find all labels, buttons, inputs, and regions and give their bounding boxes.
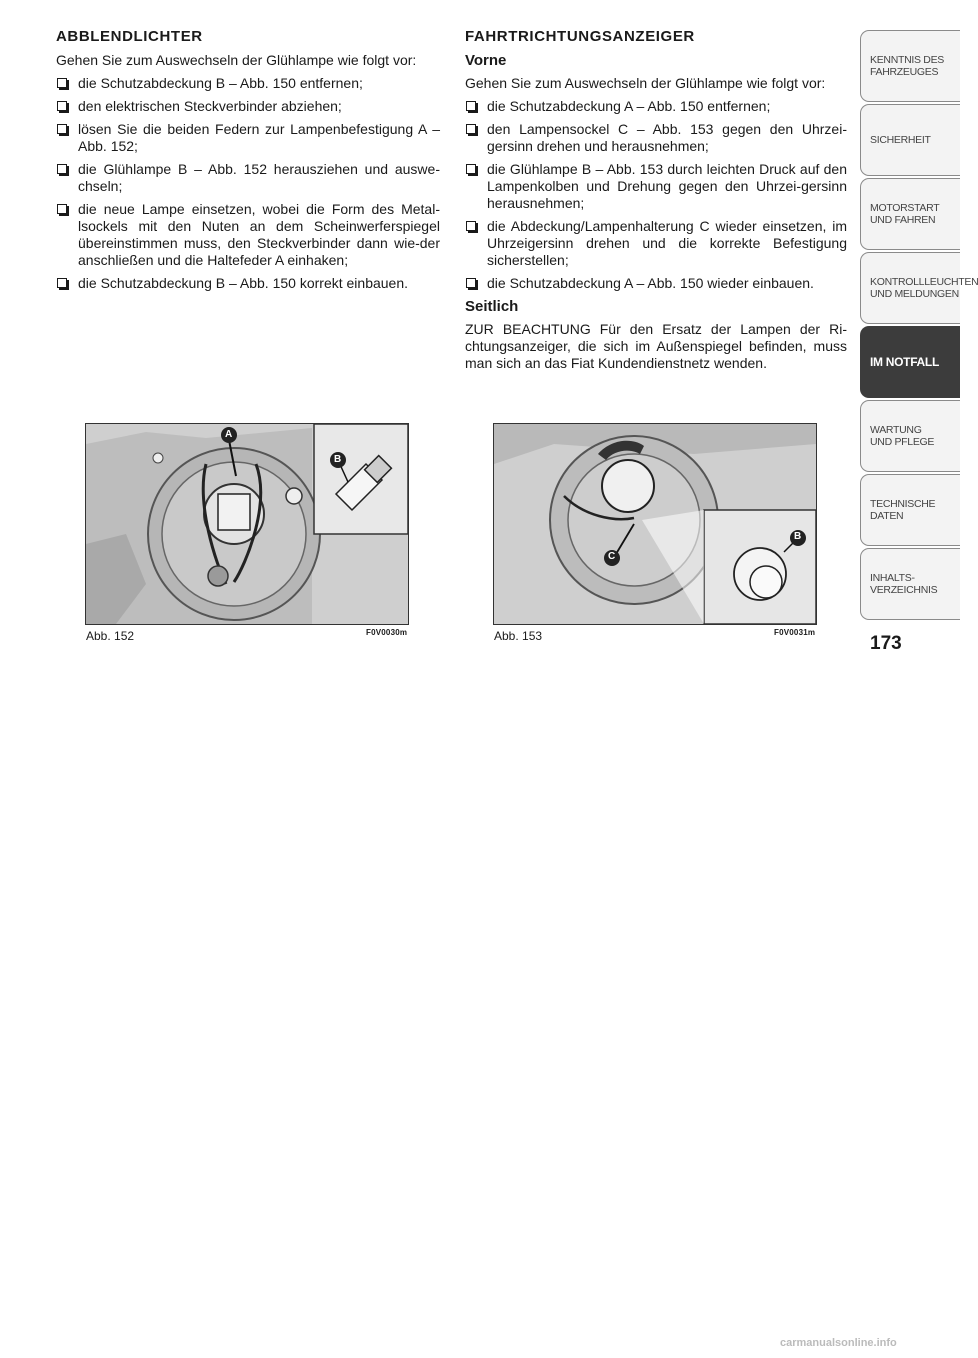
list-item: die neue Lampe einsetzen, wobei die Form des Metal-lsockels mit den Nuten an dem Scheinwerferspiegel übereinstimmen muss, den Steckverbinder dann wie-der anschließen und die Haltefeder A einhaken; [56, 201, 440, 269]
checkbox-bullet-icon [57, 278, 67, 288]
list-item: die Schutzabdeckung B – Abb. 150 korrekt einbauen. [56, 275, 440, 292]
checkbox-bullet-icon [57, 124, 67, 134]
list-item: lösen Sie die beiden Federn zur Lampenbefestigung A – Abb. 152; [56, 121, 440, 155]
checkbox-bullet-icon [57, 164, 67, 174]
checkbox-bullet-icon [466, 101, 476, 111]
figure-153-code: F0V0031m [774, 628, 816, 637]
checkbox-bullet-icon [57, 101, 67, 111]
intro-text: Gehen Sie zum Auswechseln der Glühlampe wie folgt vor: [465, 75, 826, 91]
tab-im-notfall[interactable]: IM NOTFALL [860, 326, 960, 398]
tab-inhaltsverzeichnis[interactable]: INHALTS- VERZEICHNIS [860, 548, 960, 620]
tab-motorstart-und-fahren[interactable]: MOTORSTART UND FAHREN [860, 178, 960, 250]
figure-152-caption: Abb. 152 [86, 629, 135, 643]
list-item: die Schutzabdeckung A – Abb. 150 wieder einbauen. [465, 275, 847, 292]
section-heading-abblendlichter: ABBLENDLICHTER [56, 28, 203, 45]
label-a: A [225, 429, 233, 440]
figure-152-code: F0V0030m [366, 628, 408, 637]
checkbox-bullet-icon [466, 278, 476, 288]
subheading-seitlich: Seitlich [465, 298, 519, 315]
left-column [56, 28, 440, 298]
list-item: den Lampensockel C – Abb. 153 gegen den Uhrzei-gersinn drehen und herausnehmen; [465, 121, 847, 155]
checkbox-bullet-icon [466, 124, 476, 134]
list-item: die Schutzabdeckung A – Abb. 150 entfernen; [465, 98, 847, 115]
page-number: 173 [870, 633, 902, 654]
checkbox-bullet-icon [466, 164, 476, 174]
instruction-list [465, 98, 847, 292]
section-heading-fahrtrichtungsanzeiger: FAHRTRICHTUNGSANZEIGER [465, 28, 695, 45]
tab-wartung-und-pflege[interactable]: WARTUNG UND PFLEGE [860, 400, 960, 472]
instruction-list [56, 75, 440, 292]
figure-152-illustration [85, 423, 409, 625]
label-c: C [608, 551, 616, 562]
list-item: die Glühlampe B – Abb. 153 durch leichten Druck auf den Lampenkolben und Drehung gegen den Uhrzei-gersinn herausnehmen; [465, 161, 847, 212]
figure-153-illustration [493, 423, 817, 625]
intro-text: Gehen Sie zum Auswechseln der Glühlampe wie folgt vor: [56, 52, 417, 68]
list-item: den elektrischen Steckverbinder abziehen; [56, 98, 440, 115]
tab-kontrollleuchten-und-meldungen[interactable]: KONTROLLLEUCHTEN UND MELDUNGEN [860, 252, 960, 324]
checkbox-bullet-icon [57, 78, 67, 88]
tab-kenntnis-des-fahrzeuges[interactable]: KENNTNIS DES FAHRZEUGES [860, 30, 960, 102]
list-item: die Glühlampe B – Abb. 152 herausziehen und auswe-chseln; [56, 161, 440, 195]
list-item: die Schutzabdeckung B – Abb. 150 entfernen; [56, 75, 440, 92]
label-b: B [794, 531, 802, 542]
checkbox-bullet-icon [466, 221, 476, 231]
label-b: B [334, 454, 342, 465]
list-item: die Abdeckung/Lampenhalterung C wieder einsetzen, im Uhrzeigersinn drehen und die korrekte Befestigung sicherstellen; [465, 218, 847, 269]
checkbox-bullet-icon [57, 204, 67, 214]
figure-153-caption: Abb. 153 [494, 629, 543, 643]
subheading-vorne: Vorne [465, 52, 507, 69]
right-column [465, 28, 847, 378]
tab-sicherheit[interactable]: SICHERHEIT [860, 104, 960, 176]
watermark-footer: carmanualsonline.info [780, 1337, 897, 1349]
note-text: ZUR BEACHTUNG Für den Ersatz der Lampen der Ri-chtungsanzeiger, die sich im Außenspiegel befinden, muss man sich an das Fiat Kundendienstnetz wenden. [465, 321, 847, 371]
tab-technische-daten[interactable]: TECHNISCHE DATEN [860, 474, 960, 546]
